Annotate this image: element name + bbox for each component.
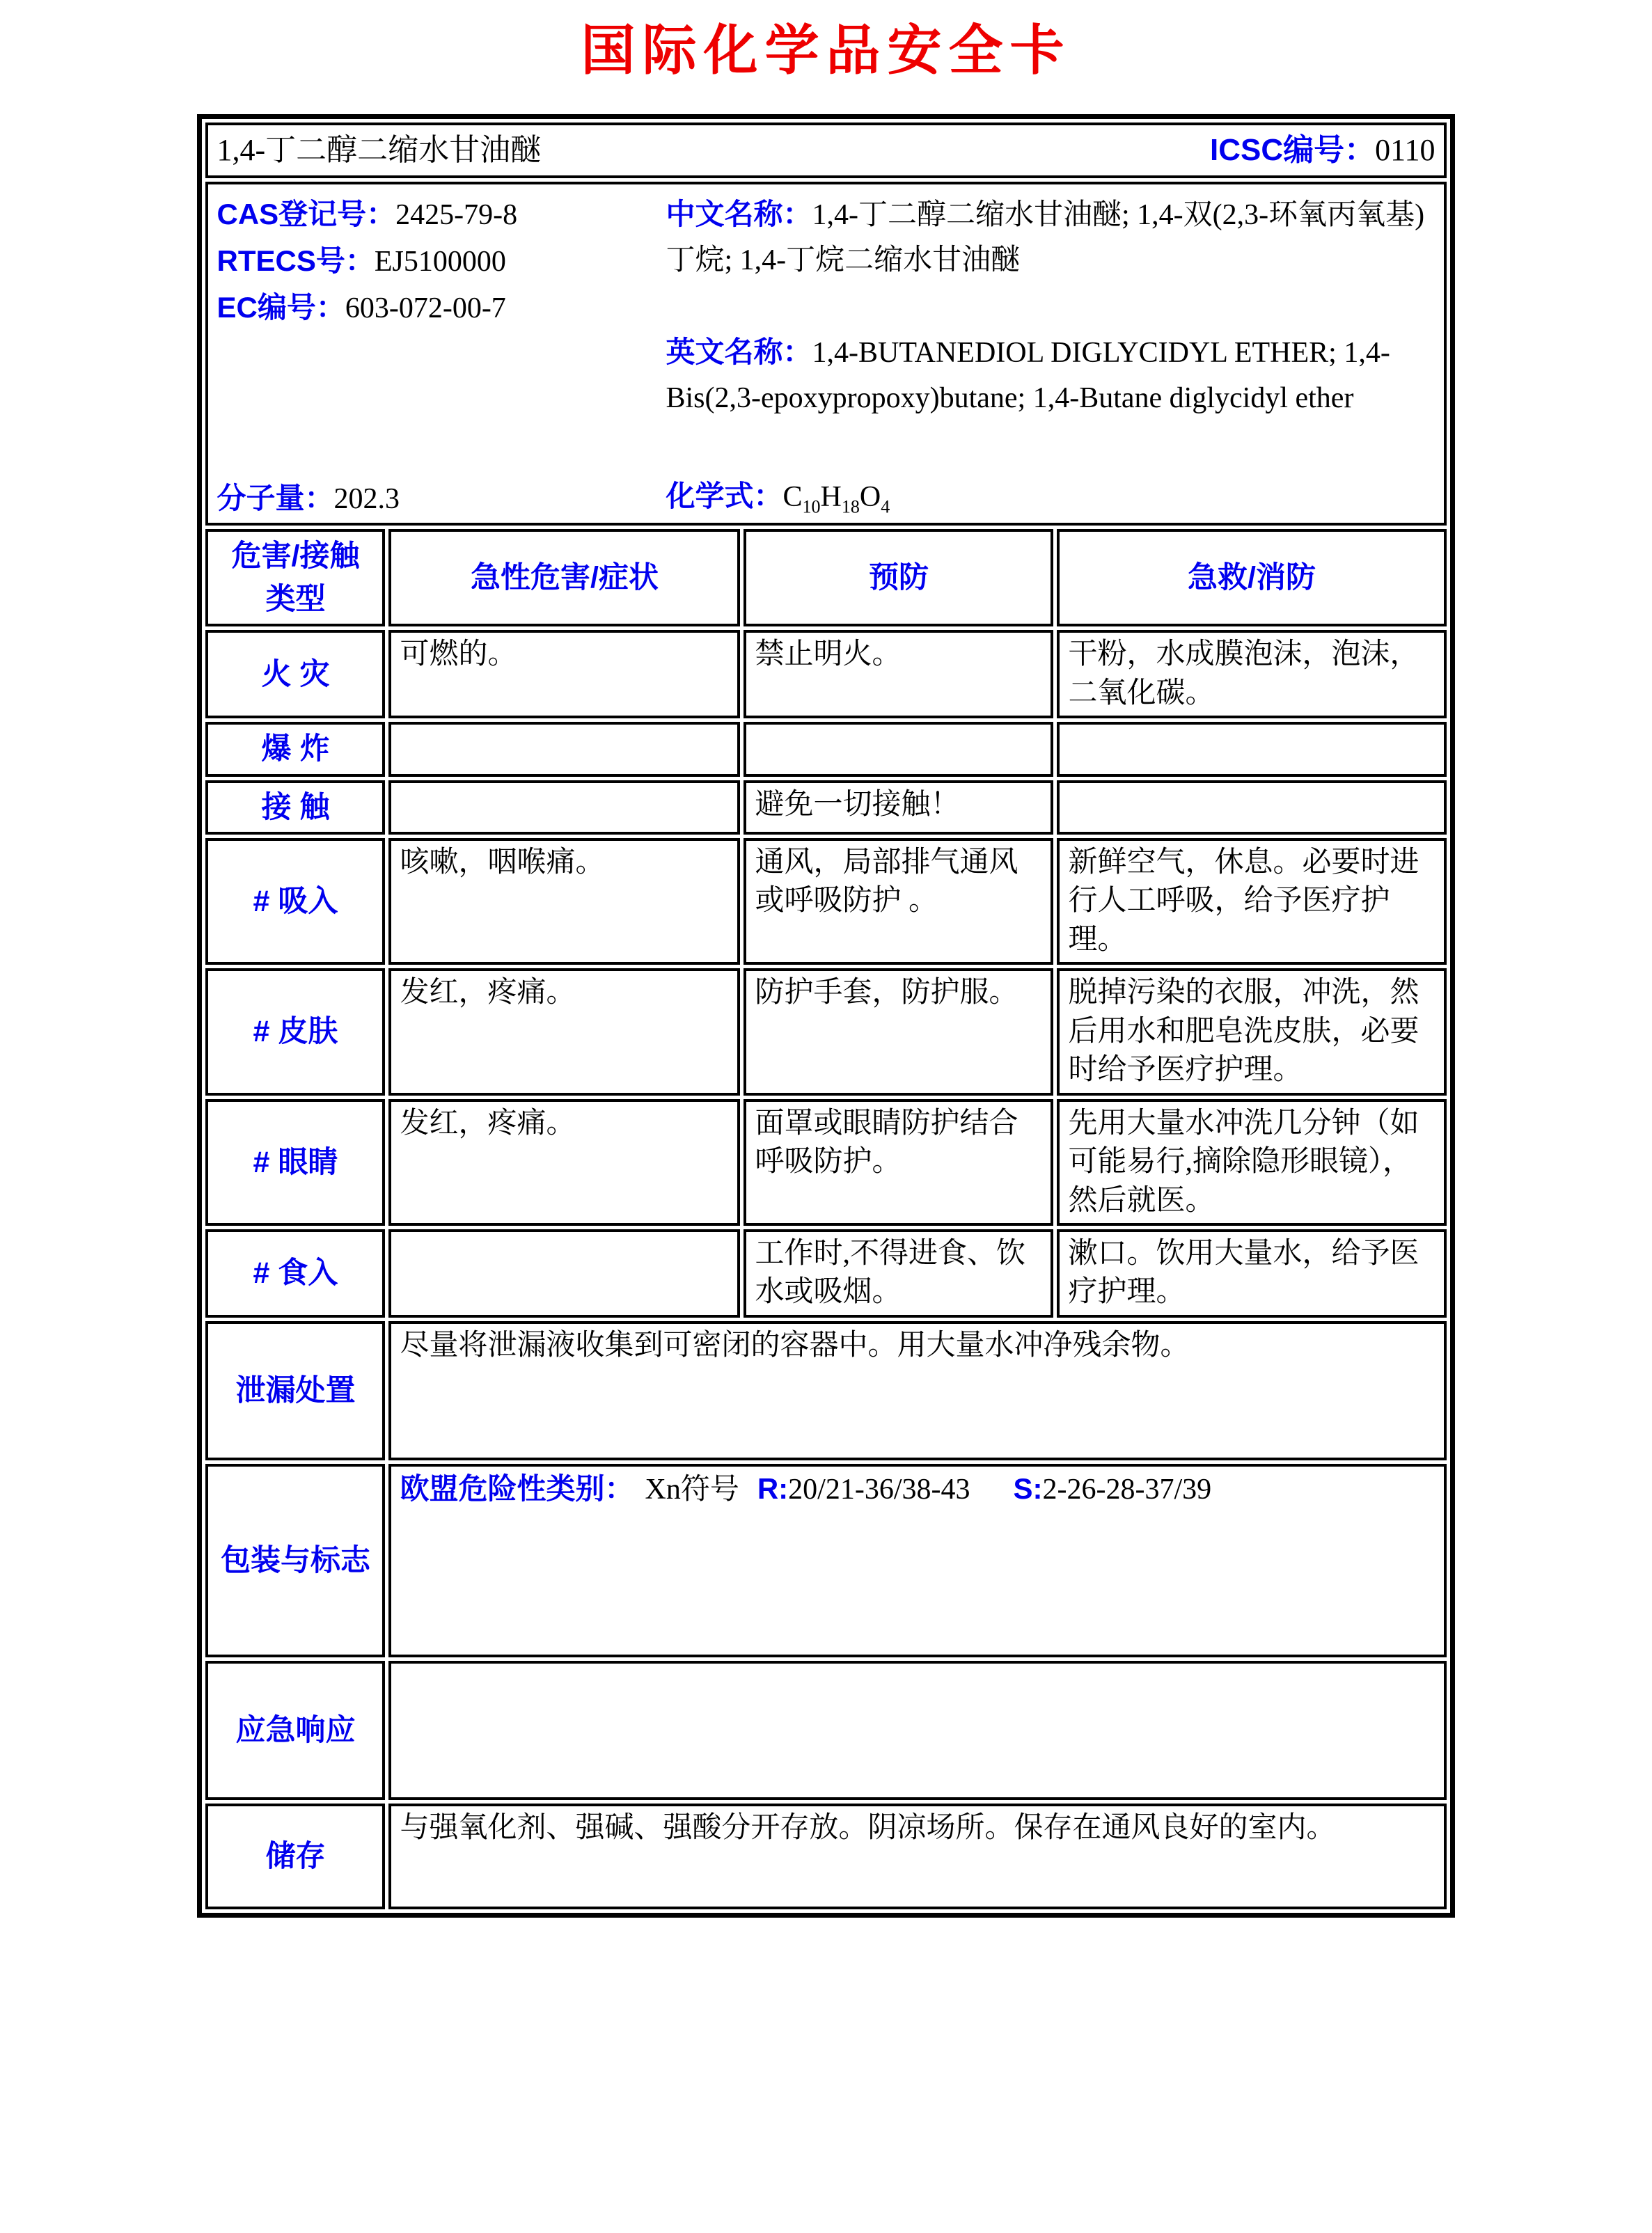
- prevention-cell: 面罩或眼睛防护结合呼吸防护。: [744, 1099, 1053, 1226]
- cas-line: [217, 191, 666, 238]
- section-row: [205, 1464, 1446, 1657]
- symptoms-cell: [388, 780, 740, 835]
- hazard-row: [205, 1229, 1446, 1318]
- hazard-type-cell: # 吸入: [205, 838, 385, 965]
- chinese-name-paragraph: [666, 191, 1435, 283]
- name-row: [205, 123, 1446, 178]
- ec-value: 603-072-00-7: [345, 292, 506, 324]
- column-header-acute-symptoms: 急性危害/症状: [388, 529, 740, 627]
- ec-line: [217, 285, 666, 331]
- molecular-weight-value: 202.3: [333, 483, 400, 515]
- icsc-label: ICSC编号：: [1210, 132, 1376, 167]
- chemical-formula: $C_{10}H_{18}O_4$: [782, 480, 890, 517]
- ec-label: EC编号：: [217, 290, 345, 324]
- prevention-cell: [744, 722, 1053, 776]
- cas-label: CAS登记号：: [217, 197, 396, 230]
- first-aid-cell: 新鲜空气，休息。必要时进行人工呼吸，给予医疗护理。: [1057, 838, 1446, 965]
- chinese-name-value: 1,4-丁二醇二缩水甘油醚; 1,4-双(2,3-环氧丙氧基)丁烷; 1,4-丁烷二缩水甘油醚: [666, 198, 1425, 276]
- prevention-cell: 工作时,不得进食、饮水或吸烟。: [744, 1229, 1053, 1318]
- first-aid-cell: [1057, 780, 1446, 835]
- section-row: [205, 1661, 1446, 1800]
- icsc-number: 0110: [1375, 132, 1435, 167]
- eu-r-value: 20/21-36/38-43: [788, 1473, 970, 1506]
- hazard-type-cell: # 食入: [205, 1229, 385, 1318]
- symptoms-cell: 发红，疼痛。: [388, 968, 740, 1095]
- eu-class-label: 欧盟危险性类别：: [400, 1471, 634, 1505]
- info-cell: [205, 182, 1446, 526]
- hazard-type-cell: # 皮肤: [205, 968, 385, 1095]
- section-label-cell: 泄漏处置: [205, 1321, 385, 1460]
- first-aid-cell: 脱掉污染的衣服，冲洗，然后用水和肥皂洗皮肤，必要时给予医疗护理。: [1057, 968, 1446, 1095]
- formula-label: 化学式：: [666, 479, 783, 512]
- section-content-cell: [388, 1464, 1446, 1657]
- hazard-row: [205, 838, 1446, 965]
- hazard-type-cell: 火 灾: [205, 630, 385, 718]
- column-header-first-aid: 急救/消防: [1057, 529, 1446, 627]
- symptoms-cell: [388, 1229, 740, 1318]
- english-name-paragraph: [666, 329, 1435, 421]
- hazard-row: [205, 968, 1446, 1095]
- hazard-row: [205, 722, 1446, 776]
- section-row: [205, 1321, 1446, 1460]
- first-aid-cell: 先用大量水冲洗几分钟（如可能易行,摘除隐形眼镜），然后就医。: [1057, 1099, 1446, 1226]
- hazard-type-cell: 爆 炸: [205, 722, 385, 776]
- rtecs-value: EJ5100000: [374, 245, 506, 278]
- molecular-weight-line: [217, 478, 666, 520]
- symptoms-cell: [388, 722, 740, 776]
- info-row: [205, 182, 1446, 526]
- prevention-cell: 通风，局部排气通风或呼吸防护 。: [744, 838, 1053, 965]
- section-row: [205, 1804, 1446, 1909]
- hazard-type-cell: # 眼睛: [205, 1099, 385, 1226]
- section-content-cell: 尽量将泄漏液收集到可密闭的容器中。用大量水冲净残余物。: [388, 1321, 1446, 1460]
- eu-xn-symbol: Xn符号: [645, 1473, 739, 1506]
- symptoms-cell: 咳嗽，咽喉痛。: [388, 838, 740, 965]
- page-title: 国际化学品安全卡: [581, 19, 1071, 81]
- section-content-cell: 与强氧化剂、强碱、强酸分开存放。阴凉场所。保存在通风良好的室内。: [388, 1804, 1446, 1909]
- first-aid-cell: 漱口。饮用大量水，给予医疗护理。: [1057, 1229, 1446, 1318]
- rtecs-line: [217, 238, 666, 285]
- first-aid-cell: [1057, 722, 1446, 776]
- molecular-weight-label: 分子量：: [217, 482, 334, 514]
- icsc-card-table: [197, 114, 1454, 1918]
- hazard-row: [205, 1099, 1446, 1226]
- first-aid-cell: 干粉，水成膜泡沫，泡沫，二氧化碳。: [1057, 630, 1446, 718]
- section-label-cell: 包装与标志: [205, 1464, 385, 1657]
- english-name-value: 1,4-BUTANEDIOL DIGLYCIDYL ETHER; 1,4-Bis(2,3-epoxypropoxy)butane; 1,4-Butane diglycidyl ether: [666, 336, 1390, 415]
- cas-value: 2425-79-8: [395, 198, 518, 231]
- eu-s-label: S:: [1013, 1471, 1043, 1505]
- icsc-number-group: [1210, 130, 1435, 171]
- symptoms-cell: 可燃的。: [388, 630, 740, 718]
- rtecs-label: RTECS号：: [217, 244, 375, 277]
- section-content-cell: [388, 1661, 1446, 1800]
- eu-r-label: R:: [757, 1471, 789, 1505]
- english-name-label: 英文名称：: [666, 335, 812, 368]
- prevention-cell: 防护手套，防护服。: [744, 968, 1053, 1095]
- column-header-hazard-type: 危害/接触类型: [205, 529, 385, 627]
- section-label-cell: 应急响应: [205, 1661, 385, 1800]
- prevention-cell: 禁止明火。: [744, 630, 1053, 718]
- column-header-prevention: 预防: [744, 529, 1053, 627]
- hazard-row: [205, 630, 1446, 718]
- chinese-name-label: 中文名称：: [666, 197, 812, 230]
- prevention-cell: 避免一切接触！: [744, 780, 1053, 835]
- substance-name: 1,4-丁二醇二缩水甘油醚: [217, 132, 542, 167]
- section-label-cell: 储存: [205, 1804, 385, 1909]
- identifier-block: [217, 191, 666, 520]
- eu-s-value: 2-26-28-37/39: [1042, 1473, 1212, 1506]
- symptoms-cell: 发红，疼痛。: [388, 1099, 740, 1226]
- hazard-row: [205, 780, 1446, 835]
- hazard-table-header-row: [205, 529, 1446, 627]
- name-cell: [205, 123, 1446, 178]
- names-block: [666, 191, 1435, 520]
- formula-line: [666, 476, 1435, 520]
- hazard-type-cell: 接 触: [205, 780, 385, 835]
